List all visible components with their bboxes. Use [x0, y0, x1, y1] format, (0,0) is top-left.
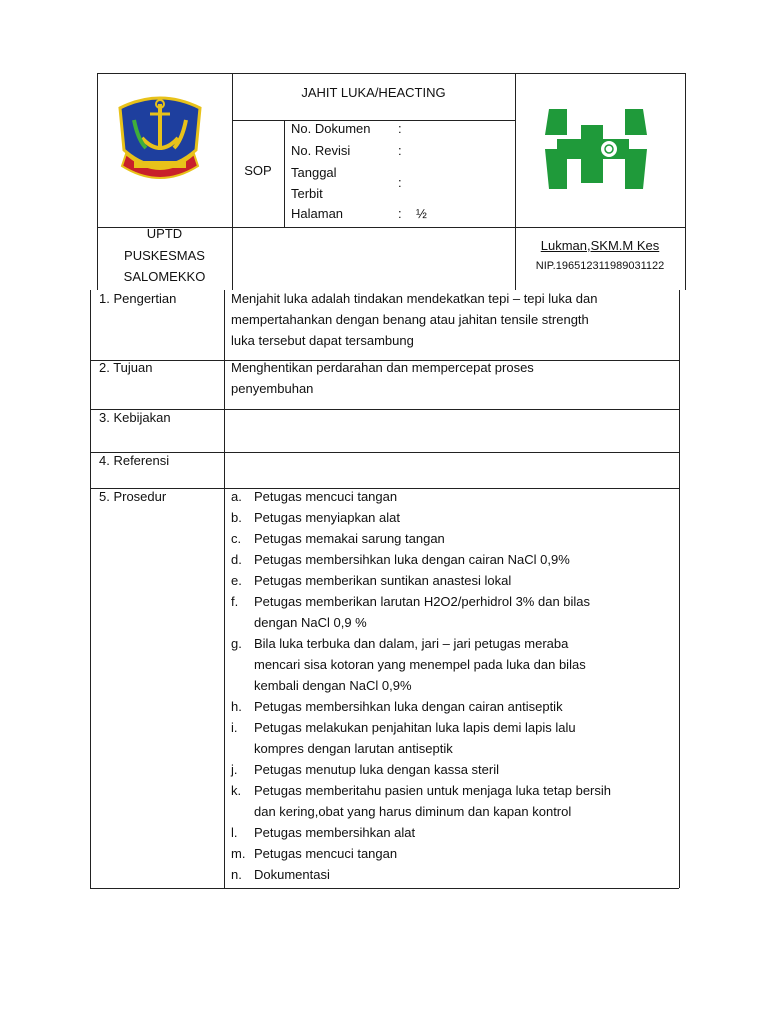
tujuan-line-1: Menghentikan perdarahan dan mempercepat proses: [231, 360, 534, 375]
section-label-referensi: 4. Referensi: [99, 453, 170, 468]
meta-label-halaman: Halaman: [291, 206, 344, 221]
meta-label-no-dokumen: No. Dokumen: [291, 121, 371, 136]
meta-sep-no-dokumen: :: [398, 121, 402, 136]
step-text: Bila luka terbuka dan dalam, jari – jari petugas meraba: [254, 636, 569, 651]
step-marker: k.: [231, 783, 242, 798]
section-label-tujuan: 2. Tujuan: [99, 360, 153, 375]
sop-label: SOP: [244, 163, 272, 178]
step-marker: b.: [231, 510, 242, 525]
step-text: Petugas melakukan penjahitan luka lapis demi lapis lalu: [254, 720, 576, 735]
meta-value-halaman: ½: [416, 206, 427, 221]
step-text: kompres dengan larutan antiseptik: [254, 741, 453, 756]
step-marker: l.: [231, 825, 238, 840]
pengertian-line-2: mempertahankan dengan benang atau jahitan tensile strength: [231, 312, 589, 327]
pengertian-line-1: Menjahit luka adalah tindakan mendekatkan tepi – tepi luka dan: [231, 291, 598, 306]
puskesmas-logo: [541, 103, 651, 195]
step-marker: g.: [231, 636, 242, 651]
step-text: Petugas mencuci tangan: [254, 489, 398, 504]
step-marker: f.: [231, 594, 239, 609]
step-marker: m.: [231, 846, 246, 861]
step-text: Petugas menyiapkan alat: [254, 510, 400, 525]
signer-name: Lukman,SKM.M Kes: [540, 238, 660, 253]
section-label-kebijakan: 3. Kebijakan: [99, 410, 171, 425]
step-marker: i.: [231, 720, 238, 735]
org-line-3: SALOMEKKO: [123, 269, 206, 284]
step-text: Petugas memberitahu pasien untuk menjaga luka tetap bersih: [254, 783, 611, 798]
org-line-1: UPTD: [146, 226, 183, 241]
section-label-prosedur: 5. Prosedur: [99, 489, 167, 504]
step-text: dan kering,obat yang harus diminum dan kapan kontrol: [254, 804, 572, 819]
step-text: Petugas membersihkan luka dengan cairan antiseptik: [254, 699, 563, 714]
step-text: Petugas membersihkan luka dengan cairan NaCl 0,9%: [254, 552, 570, 567]
pengertian-line-3: luka tersebut dapat tersambung: [231, 333, 414, 348]
meta-sep-terbit: :: [398, 175, 402, 190]
step-marker: j.: [231, 762, 238, 777]
step-text: Petugas mencuci tangan: [254, 846, 398, 861]
org-line-2: PUSKESMAS: [124, 248, 205, 263]
step-text: dengan NaCl 0,9 %: [254, 615, 367, 630]
step-text: Petugas memberikan larutan H2O2/perhidrol 3% dan bilas: [254, 594, 591, 609]
step-text: Petugas memberikan suntikan anastesi lokal: [254, 573, 512, 588]
step-text: Petugas menutup luka dengan kassa steril: [254, 762, 499, 777]
section-label-pengertian: 1. Pengertian: [99, 291, 177, 306]
step-marker: h.: [231, 699, 242, 714]
prosedur-steps: [224, 486, 679, 886]
meta-sep-halaman: :: [398, 206, 402, 221]
step-marker: c.: [231, 531, 242, 546]
step-text: mencari sisa kotoran yang menempel pada luka dan bilas: [254, 657, 586, 672]
signer-nip: NIP.196512311989031122: [535, 260, 665, 272]
step-marker: e.: [231, 573, 242, 588]
step-marker: a.: [231, 489, 242, 504]
step-marker: n.: [231, 867, 242, 882]
meta-label-terbit: Terbit: [291, 186, 323, 201]
document-title: JAHIT LUKA/HEACTING: [301, 85, 446, 100]
meta-sep-no-revisi: :: [398, 143, 402, 158]
step-text: Petugas memakai sarung tangan: [254, 531, 445, 546]
kabupaten-bone-crest-logo: [112, 90, 208, 182]
step-text: Dokumentasi: [254, 867, 330, 882]
meta-label-tanggal: Tanggal: [291, 165, 337, 180]
step-text: kembali dengan NaCl 0,9%: [254, 678, 412, 693]
step-text: Petugas membersihkan alat: [254, 825, 416, 840]
step-marker: d.: [231, 552, 242, 567]
meta-label-no-revisi: No. Revisi: [291, 143, 351, 158]
tujuan-line-2: penyembuhan: [231, 381, 314, 396]
